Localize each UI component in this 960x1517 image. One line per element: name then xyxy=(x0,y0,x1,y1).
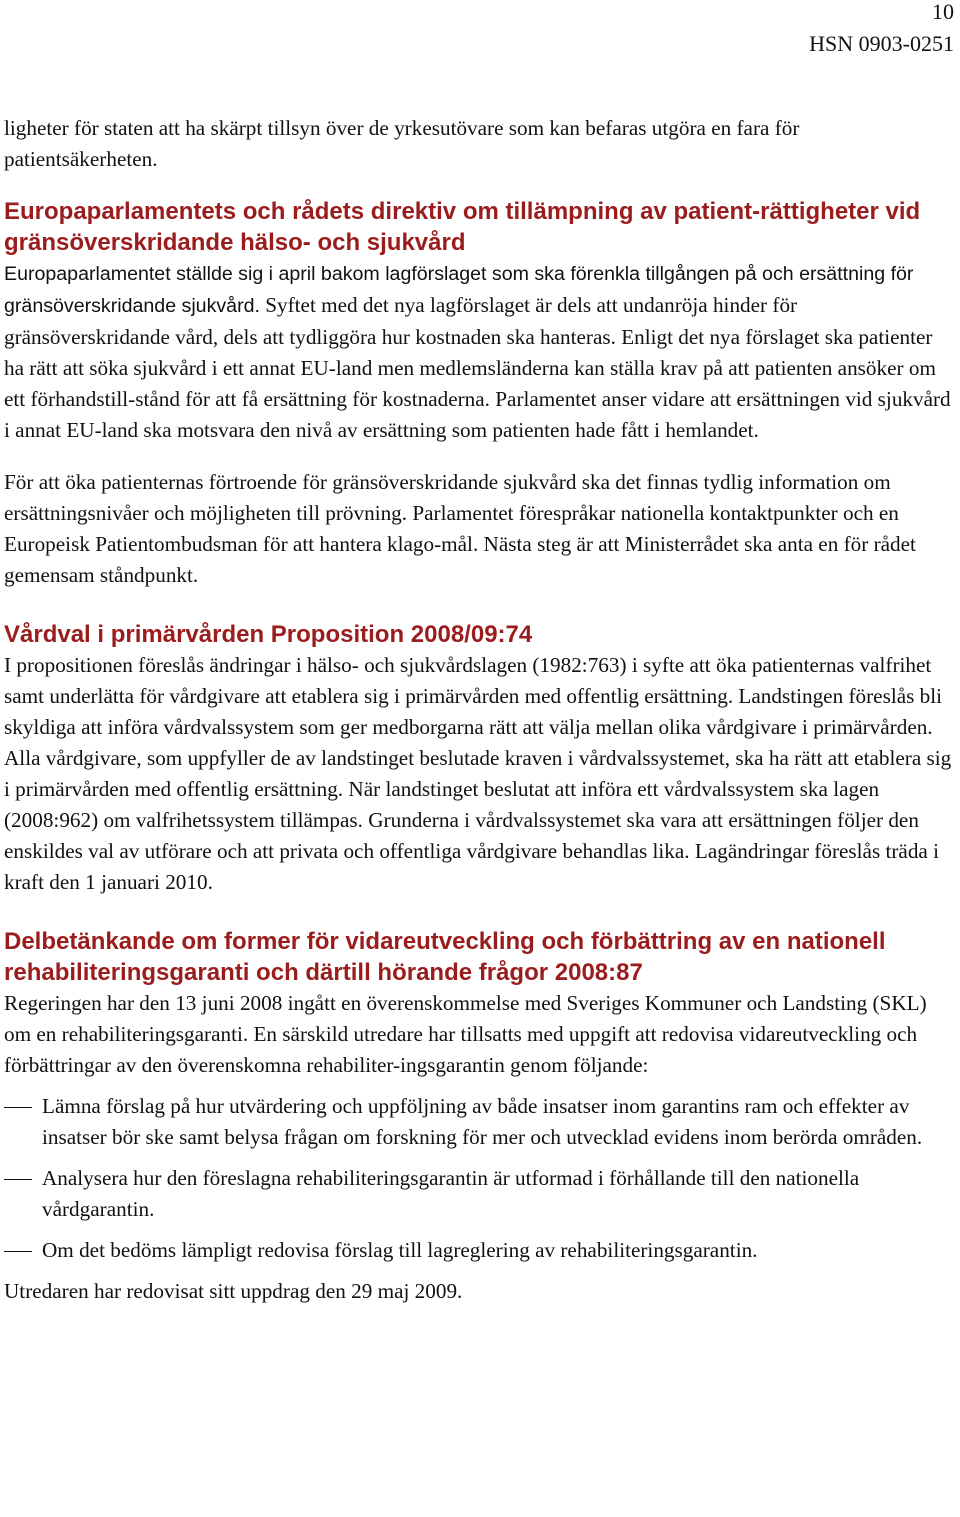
section-heading-vardval: Vårdval i primärvården Proposition 2008/09:74 xyxy=(4,621,533,648)
intro-paragraph: ligheter för staten att ha skärpt tillsyn över de yrkesutövare som kan befaras utgöra en fara för patientsäkerheten. xyxy=(4,116,800,171)
page-number: 10 xyxy=(932,0,954,24)
body-text: Syftet med det nya lagförslaget är dels att undanröja hinder för gränsöverskridande vård, dels att tydliggöra hur kostnaden ska hanteras. Enligt det nya förslaget ska patienter ha rätt att söka sjukvård i ett annat EU-land men medlemsländerna kan ställa krav på att patienten ansöker om ett förhandstill-stånd för att få ersättning för kostnaderna. Parlamentet anser vidare att ersättningen vid sjukvård i annat EU-land ska motsvara den nivå av ersättning som patienten hade fått i hemlandet. xyxy=(4,293,951,442)
section-paragraph-eu-directive xyxy=(4,258,954,446)
lead-sentence: Europaparlamentet ställde sig i april bakom lagförslaget som ska förenkla tillgången på och ersättning för gränsöverskridande sjukvård. xyxy=(4,263,914,317)
list-item: Lämna förslag på hur utvärdering och uppföljning av både insatser inom garantins ram och effekter av insatser bör ske samt belysa frågan om forskning för mer och utvecklad evidens inom berörda områden. xyxy=(4,1091,954,1153)
issn-label: HSN 0903-0251 xyxy=(809,31,954,56)
section-heading-rehabiliteringsgaranti: Delbetänkande om former för vidareutveckling och förbättring av en nationell rehabiliteringsgaranti och därtill hörande frågor 2008:87 xyxy=(4,928,886,986)
section-heading-eu-directive: Europaparlamentets och rådets direktiv om tillämpning av patient-rättigheter vid gränsöverskridande hälso- och sjukvård xyxy=(4,198,921,256)
closing-sentence: Utredaren har redovisat sitt uppdrag den 29 maj 2009. xyxy=(4,1279,463,1303)
list-item: Analysera hur den föreslagna rehabiliteringsgarantin är utformad i förhållande till den nationella vårdgarantin. xyxy=(4,1163,954,1225)
section-paragraph-vardval: I propositionen föreslås ändringar i hälso- och sjukvårdslagen (1982:763) i syfte att öka patienternas valfrihet samt underlätta för vårdgivare att etablera sig i primärvården med offentlig ersättning. Landstingen föreslås bli skyldiga att införa vårdvalssystem som ger medborgarna rätt att välja mellan olika vårdgivare i primärvården. Alla vårdgivare, som uppfyller de av landstinget beslutade kraven i vårdvalssystemet, ska ha rätt att etablera sig i primärvården med offentlig ersättning. När landstinget beslutat att införa ett vårdvalssystem ska lagen (2008:962) om valfrihetssystem tillämpas. Grunderna i vårdvalssystemet ska vara att ersättningen följer den enskildes val av utförare och att privata och offentliga vårdgivare behandlas lika. Lagändringar föreslås träda i kraft den 1 januari 2010. xyxy=(4,653,952,894)
section-paragraph-trust: För att öka patienternas förtroende för gränsöverskridande sjukvård ska det finnas tydlig information om ersättningsnivåer och möjligheten till prövning. Parlamentet förespråkar nationella kontaktpunkter och en Europeisk Patientombudsman för att hantera klago-mål. Nästa steg är att Ministerrådet ska anta en för rådet gemensam ståndpunkt. xyxy=(4,470,916,587)
list-item: Om det bedöms lämpligt redovisa förslag till lagreglering av rehabiliteringsgarantin. xyxy=(4,1235,954,1266)
section-paragraph-rehabiliteringsgaranti: Regeringen har den 13 juni 2008 ingått en överenskommelse med Sveriges Kommuner och Landsting (SKL) om en rehabiliteringsgaranti. En särskild utredare har tillsatts med uppgift att redovisa vidareutveckling och förbättringar av den överenskomna rehabiliter-ingsgarantin genom följande: xyxy=(4,991,927,1077)
page-content xyxy=(4,113,954,1307)
